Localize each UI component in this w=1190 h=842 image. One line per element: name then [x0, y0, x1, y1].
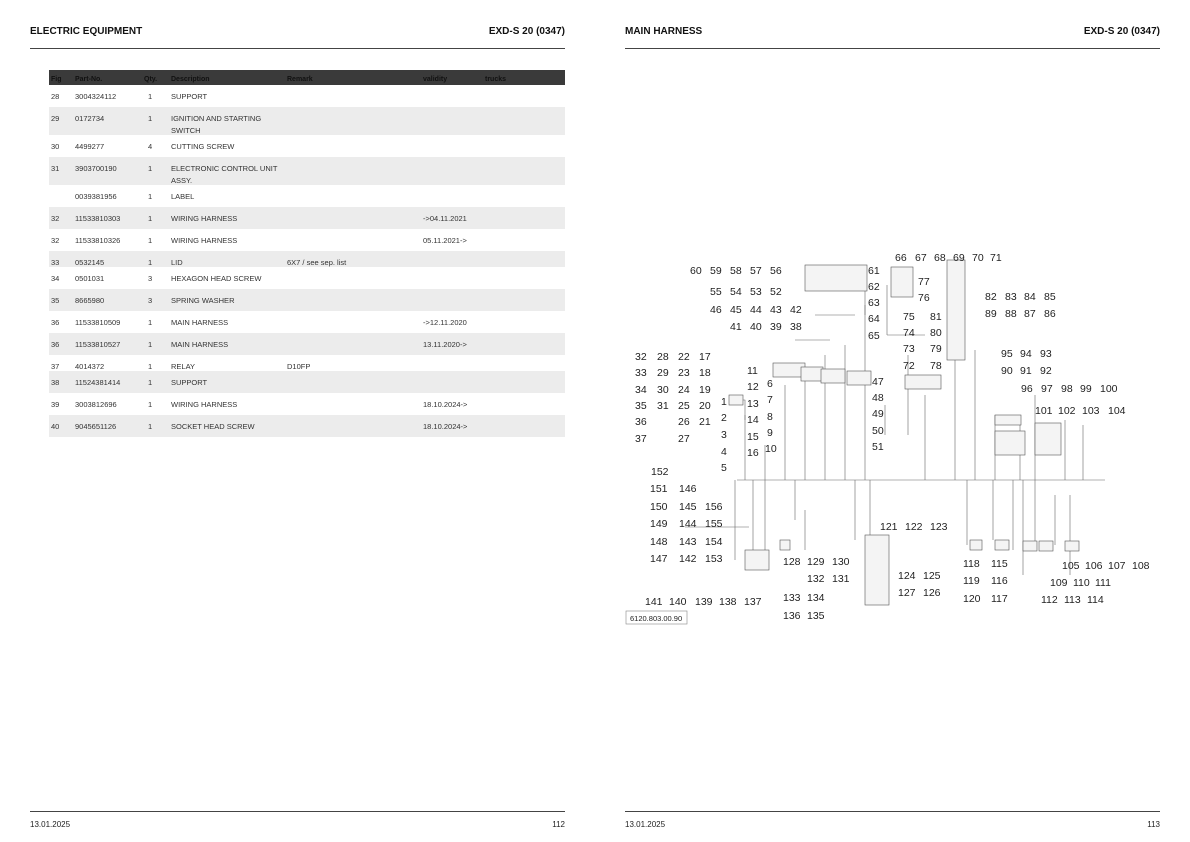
cell-description: HEXAGON HEAD SCREW	[171, 274, 262, 283]
callout-label: 121	[880, 521, 898, 533]
callout-label: 77	[918, 276, 930, 288]
callout-layer	[635, 252, 1150, 622]
callout-label: 133	[783, 592, 801, 604]
callout-label: 72	[903, 360, 915, 372]
callout-label: 100	[1100, 383, 1118, 395]
callout-label: 126	[923, 587, 941, 599]
callout-label: 60	[690, 265, 702, 277]
table-row	[49, 415, 565, 437]
callout-label: 102	[1058, 405, 1076, 417]
cell-fig: 28	[51, 92, 60, 101]
callout-label: 124	[898, 570, 916, 582]
callout-label: 48	[872, 392, 884, 404]
callout-label: 148	[650, 536, 668, 548]
cell-fig: 34	[51, 274, 60, 283]
callout-label: 129	[807, 556, 825, 568]
callout-label: 30	[657, 384, 669, 396]
callout-label: 50	[872, 425, 884, 437]
cell-validity: ->12.11.2020	[423, 318, 467, 327]
parts-table	[49, 70, 565, 437]
callout-label: 91	[1020, 365, 1032, 377]
callout-label: 38	[790, 321, 802, 333]
callout-label: 65	[868, 330, 880, 342]
callout-label: 51	[872, 441, 884, 453]
cell-part-no: 0172734	[75, 114, 105, 123]
callout-label: 101	[1035, 405, 1053, 417]
cell-part-no: 9045651126	[75, 422, 117, 431]
table-row	[49, 355, 565, 371]
callout-label: 4	[721, 446, 727, 458]
callout-label: 84	[1024, 291, 1036, 303]
callout-label: 12	[747, 381, 759, 393]
table-row	[49, 333, 565, 355]
cell-qty: 3	[148, 274, 153, 283]
table-row	[49, 289, 565, 311]
callout-label: 14	[747, 414, 759, 426]
callout-label: 56	[770, 265, 782, 277]
cell-description: ELECTRONIC CONTROL UNIT ASSY.	[171, 164, 278, 185]
callout-label: 23	[678, 367, 690, 379]
callout-label: 24	[678, 384, 690, 396]
cell-part-no: 4499277	[75, 142, 105, 151]
callout-label: 8	[767, 411, 773, 423]
callout-label: 110	[1073, 577, 1090, 589]
callout-label: 59	[710, 265, 722, 277]
table-row	[49, 157, 565, 185]
callout-label: 53	[750, 286, 762, 298]
callout-label: 155	[705, 518, 723, 530]
callout-label: 106	[1085, 560, 1103, 572]
cell-part-no: 0501031	[75, 274, 105, 283]
callout-label: 3	[721, 429, 727, 441]
cell-qty: 1	[148, 236, 153, 245]
callout-label: 82	[985, 291, 997, 303]
callout-label: 21	[699, 416, 711, 428]
header-validity: validity	[423, 76, 448, 83]
callout-label: 2	[721, 412, 727, 424]
callout-label: 130	[832, 556, 850, 568]
cell-description: WIRING HARNESS	[171, 214, 238, 223]
table-row	[49, 85, 565, 107]
callout-label: 64	[868, 313, 880, 325]
callout-label: 69	[953, 252, 965, 264]
callout-label: 73	[903, 343, 915, 355]
footer-date: 13.01.2025	[30, 820, 71, 829]
callout-label: 136	[783, 610, 801, 622]
cell-qty: 1	[148, 340, 153, 349]
cell-fig: 37	[51, 362, 60, 371]
callout-label: 137	[744, 596, 762, 608]
callout-label: 99	[1080, 383, 1092, 395]
callout-label: 104	[1108, 405, 1126, 417]
callout-label: 97	[1041, 383, 1053, 395]
cell-fig: 30	[51, 142, 60, 151]
callout-label: 49	[872, 408, 884, 420]
table-body	[49, 85, 565, 437]
callout-label: 27	[678, 433, 690, 445]
callout-label: 107	[1108, 560, 1126, 572]
cell-part-no: 11533810326	[75, 236, 121, 245]
cell-fig: 35	[51, 296, 60, 305]
header-divider	[625, 48, 1160, 49]
callout-label: 70	[972, 252, 984, 264]
callout-label: 154	[705, 536, 723, 548]
callout-label: 92	[1040, 365, 1052, 377]
table-row	[49, 207, 565, 229]
cell-qty: 1	[148, 192, 153, 201]
page-number: 113	[1147, 820, 1160, 829]
cell-qty: 1	[148, 258, 153, 267]
model-label: EXD-S 20 (0347)	[1083, 26, 1160, 37]
callout-label: 79	[930, 343, 942, 355]
callout-label: 111	[1095, 577, 1111, 589]
callout-label: 17	[699, 351, 711, 363]
footer-divider	[30, 811, 565, 812]
wiring-diagram	[625, 245, 1165, 630]
table-row	[49, 267, 565, 289]
callout-label: 55	[710, 286, 722, 298]
footer-date: 13.01.2025	[625, 820, 666, 829]
cell-fig: 29	[51, 114, 60, 123]
callout-label: 44	[750, 304, 762, 316]
callout-label: 57	[750, 265, 762, 277]
table-row	[49, 185, 565, 207]
cell-part-no: 11533810527	[75, 340, 121, 349]
cell-qty: 1	[148, 400, 153, 409]
cell-fig: 33	[51, 258, 60, 267]
callout-label: 131	[832, 573, 850, 585]
callout-label: 34	[635, 384, 647, 396]
cell-qty: 1	[148, 164, 153, 173]
callout-label: 18	[699, 367, 711, 379]
callout-label: 54	[730, 286, 742, 298]
callout-label: 153	[705, 553, 723, 565]
header-fig: Fig	[51, 76, 62, 83]
header-part-no: Part-No.	[75, 76, 103, 83]
cell-qty: 1	[148, 378, 153, 387]
callout-label: 115	[991, 558, 1008, 570]
cell-qty: 1	[148, 362, 153, 371]
callout-label: 25	[678, 400, 690, 412]
cell-description: SUPPORT	[171, 378, 208, 387]
footer-divider	[625, 811, 1160, 812]
callout-label: 9	[767, 427, 773, 439]
callout-label: 20	[699, 400, 711, 412]
header-remark: Remark	[287, 76, 313, 83]
cell-qty: 1	[148, 214, 153, 223]
callout-label: 113	[1064, 594, 1081, 606]
callout-label: 143	[679, 536, 697, 548]
cell-qty: 1	[148, 92, 153, 101]
callout-label: 123	[930, 521, 948, 533]
callout-label: 134	[807, 592, 825, 604]
callout-label: 149	[650, 518, 668, 530]
callout-label: 132	[807, 573, 825, 585]
cell-validity: 18.10.2024->	[423, 400, 468, 409]
callout-label: 128	[783, 556, 801, 568]
callout-label: 146	[679, 483, 697, 495]
page-title: ELECTRIC EQUIPMENT	[30, 26, 143, 37]
callout-label: 68	[934, 252, 946, 264]
cell-description: MAIN HARNESS	[171, 340, 229, 349]
cell-part-no: 3004324112	[75, 92, 117, 101]
callout-label: 145	[679, 501, 697, 513]
cell-qty: 3	[148, 296, 153, 305]
drawing-reference: 6120.803.00.90	[630, 614, 683, 623]
cell-part-no: 3003812696	[75, 400, 117, 409]
cell-validity: ->04.11.2021	[423, 214, 467, 223]
table-row	[49, 251, 565, 267]
callout-label: 32	[635, 351, 647, 363]
callout-label: 10	[765, 443, 777, 455]
cell-part-no: 4014372	[75, 362, 105, 371]
callout-label: 47	[872, 376, 884, 388]
callout-label: 90	[1001, 365, 1013, 377]
cell-description: SOCKET HEAD SCREW	[171, 422, 255, 431]
callout-label: 125	[923, 570, 941, 582]
callout-label: 63	[868, 297, 880, 309]
callout-label: 85	[1044, 291, 1056, 303]
callout-label: 74	[903, 327, 915, 339]
callout-label: 139	[695, 596, 713, 608]
cell-part-no: 11524381414	[75, 378, 121, 387]
callout-label: 61	[868, 265, 880, 277]
callout-label: 41	[730, 321, 742, 333]
page-number: 112	[552, 820, 565, 829]
callout-label: 42	[790, 304, 802, 316]
cell-description: MAIN HARNESS	[171, 318, 229, 327]
table-row	[49, 311, 565, 333]
callout-label: 118	[963, 558, 980, 570]
callout-label: 5	[721, 462, 727, 474]
cell-description: SUPPORT	[171, 92, 208, 101]
callout-label: 122	[905, 521, 923, 533]
callout-label: 13	[747, 398, 759, 410]
callout-label: 150	[650, 501, 668, 513]
cell-fig: 40	[51, 422, 60, 431]
callout-label: 16	[747, 447, 759, 459]
cell-fig: 32	[51, 236, 60, 245]
callout-label: 114	[1087, 594, 1104, 606]
callout-label: 33	[635, 367, 647, 379]
callout-label: 35	[635, 400, 647, 412]
header-trucks: trucks	[485, 76, 507, 83]
cell-fig: 36	[51, 318, 60, 327]
callout-label: 86	[1044, 308, 1056, 320]
callout-label: 119	[963, 575, 980, 587]
cell-validity: 13.11.2020->	[423, 340, 467, 349]
callout-label: 39	[770, 321, 782, 333]
callout-label: 93	[1040, 348, 1052, 360]
callout-label: 108	[1132, 560, 1150, 572]
cell-remark: 6X7 / see sep. list	[287, 258, 347, 267]
cell-part-no: 0039381956	[75, 192, 117, 201]
cell-part-no: 11533810303	[75, 214, 121, 223]
callout-label: 1	[721, 396, 727, 408]
callout-label: 31	[657, 400, 669, 412]
callout-label: 127	[898, 587, 916, 599]
table-row	[49, 393, 565, 415]
cell-fig: 31	[51, 164, 60, 173]
callout-label: 98	[1061, 383, 1073, 395]
callout-label: 94	[1020, 348, 1032, 360]
table-row	[49, 229, 565, 251]
cell-description: LABEL	[171, 192, 195, 201]
cell-description: IGNITION AND STARTING SWITCH	[171, 114, 262, 135]
header-qty: Qty.	[144, 76, 158, 83]
callout-label: 36	[635, 416, 647, 428]
cell-validity: 05.11.2021->	[423, 236, 467, 245]
cell-part-no: 3903700190	[75, 164, 117, 173]
cell-fig: 32	[51, 214, 60, 223]
callout-label: 142	[679, 553, 697, 565]
callout-label: 71	[990, 252, 1002, 264]
table-row	[49, 107, 565, 135]
callout-label: 147	[650, 553, 668, 565]
cell-qty: 1	[148, 318, 153, 327]
callout-label: 28	[657, 351, 669, 363]
callout-label: 52	[770, 286, 782, 298]
cell-remark: D10FP	[287, 362, 311, 371]
header-description: Description	[171, 76, 210, 83]
callout-label: 11	[747, 365, 758, 377]
callout-label: 109	[1050, 577, 1068, 589]
callout-label: 26	[678, 416, 690, 428]
callout-label: 80	[930, 327, 942, 339]
callout-label: 40	[750, 321, 762, 333]
callout-label: 81	[930, 311, 942, 323]
table-row	[49, 371, 565, 393]
callout-label: 29	[657, 367, 669, 379]
callout-label: 22	[678, 351, 690, 363]
callout-label: 78	[930, 360, 942, 372]
cell-part-no: 8665980	[75, 296, 105, 305]
cell-qty: 1	[148, 422, 153, 431]
callout-label: 19	[699, 384, 711, 396]
callout-label: 96	[1021, 383, 1033, 395]
callout-label: 46	[710, 304, 722, 316]
cell-fig: 38	[51, 378, 60, 387]
callout-label: 141	[645, 596, 663, 608]
cell-description: WIRING HARNESS	[171, 400, 238, 409]
callout-label: 103	[1082, 405, 1100, 417]
callout-label: 83	[1005, 291, 1017, 303]
cell-description: WIRING HARNESS	[171, 236, 238, 245]
cell-fig: 36	[51, 340, 60, 349]
callout-label: 95	[1001, 348, 1013, 360]
page-title: MAIN HARNESS	[625, 26, 703, 37]
cell-description: SPRING WASHER	[171, 296, 235, 305]
table-header	[49, 70, 565, 85]
callout-label: 120	[963, 593, 981, 605]
cell-description: RELAY	[171, 362, 196, 371]
cell-validity: 18.10.2024->	[423, 422, 468, 431]
callout-label: 88	[1005, 308, 1017, 320]
cell-qty: 1	[148, 114, 153, 123]
cell-description: CUTTING SCREW	[171, 142, 235, 151]
callout-label: 112	[1041, 594, 1058, 606]
callout-label: 87	[1024, 308, 1036, 320]
callout-label: 156	[705, 501, 723, 513]
callout-label: 43	[770, 304, 782, 316]
cell-fig: 39	[51, 400, 60, 409]
callout-label: 140	[669, 596, 687, 608]
callout-label: 7	[767, 394, 773, 406]
callout-label: 67	[915, 252, 927, 264]
callout-label: 45	[730, 304, 742, 316]
table-row	[49, 135, 565, 157]
callout-label: 6	[767, 378, 773, 390]
model-label: EXD-S 20 (0347)	[488, 26, 565, 37]
cell-qty: 4	[148, 142, 153, 151]
callout-label: 116	[991, 575, 1008, 587]
callout-label: 138	[719, 596, 737, 608]
callout-label: 135	[807, 610, 825, 622]
cell-description: LID	[171, 258, 183, 267]
callout-label: 105	[1062, 560, 1080, 572]
header-divider	[30, 48, 565, 49]
cell-part-no: 11533810509	[75, 318, 121, 327]
callout-label: 89	[985, 308, 997, 320]
callout-label: 62	[868, 281, 880, 293]
callout-label: 151	[650, 483, 668, 495]
callout-label: 15	[747, 431, 759, 443]
callout-label: 37	[635, 433, 647, 445]
callout-label: 76	[918, 292, 930, 304]
callout-label: 75	[903, 311, 915, 323]
cell-part-no: 0532145	[75, 258, 105, 267]
callout-label: 117	[991, 593, 1008, 605]
callout-label: 66	[895, 252, 907, 264]
callout-label: 58	[730, 265, 742, 277]
callout-label: 144	[679, 518, 697, 530]
callout-label: 152	[651, 466, 669, 478]
